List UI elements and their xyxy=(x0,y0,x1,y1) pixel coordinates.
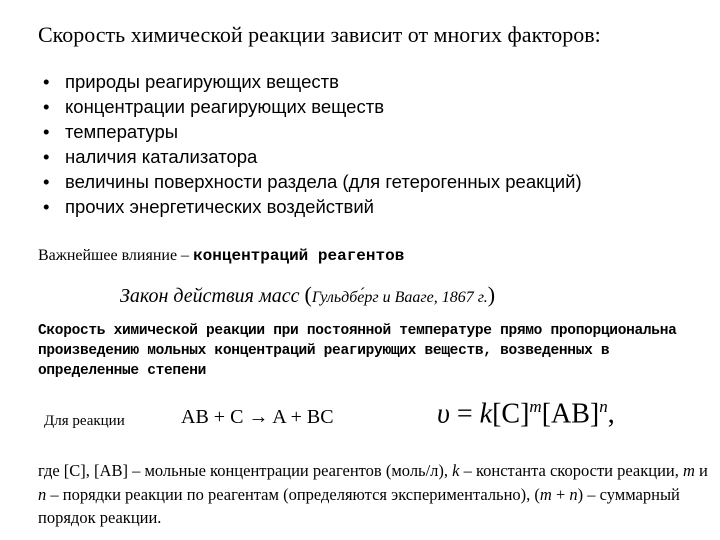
list-item: • наличия катализатора xyxy=(40,145,582,170)
reaction-equation: AB + C → A + BC xyxy=(181,406,334,428)
formula-legend xyxy=(38,459,708,530)
list-item: • величины поверхности раздела (для гетерогенных реакций) xyxy=(40,170,582,195)
list-item: • концентрации реагирующих веществ xyxy=(40,95,582,120)
equals-sign: = xyxy=(449,398,480,430)
rate-law-formula xyxy=(437,397,615,430)
list-item: • природы реагирующих веществ xyxy=(40,70,582,95)
concentration-c: [C] xyxy=(492,398,530,430)
order-m: m xyxy=(529,397,542,416)
legend-m: m xyxy=(682,461,695,480)
law-heading: Закон действия масс (Гульдбе́рг и Вааге, 1867 г.) xyxy=(120,282,496,307)
list-item: • прочих энергетических воздействий xyxy=(40,195,582,220)
concentration-ab: [AB] xyxy=(541,398,600,430)
legend-text: – константа скорости реакции, xyxy=(459,461,683,480)
legend-text: + xyxy=(551,484,570,504)
page-title: Скорость химической реакции зависит от многих факторов: xyxy=(38,22,601,47)
legend-m: m xyxy=(539,484,552,504)
factors-list xyxy=(40,70,582,220)
influence-emphasis: концентраций реагентов xyxy=(193,247,405,265)
legend-text: и xyxy=(694,461,708,480)
legend-text: – порядки реакции по реагентам (определяются экспериментально), ( xyxy=(46,484,540,504)
legend-text: ) – суммарный порядок реакции. xyxy=(38,484,680,527)
influence-line xyxy=(38,247,404,265)
legend-k: k xyxy=(452,461,460,480)
law-name: Закон действия масс xyxy=(120,285,300,307)
legend-n: n xyxy=(569,484,578,504)
order-n: n xyxy=(599,397,608,416)
for-reaction-label: Для реакции xyxy=(44,413,125,429)
rate-constant: k xyxy=(479,398,493,430)
formula-comma: , xyxy=(607,398,615,430)
influence-prefix: Важнейшее влияние – xyxy=(38,247,194,264)
law-authors: Гульдбе́рг и Вааге, 1867 г. xyxy=(311,289,488,306)
legend-n: n xyxy=(38,484,47,504)
legend-text: где [C], [AB] – мольные концентрации реагентов (моль/л), xyxy=(38,461,453,480)
list-item: • температуры xyxy=(40,120,582,145)
rate-symbol: υ xyxy=(437,398,450,430)
law-statement: Скорость химической реакции при постоянной температуре прямо пропорциональна произведению мольных концентраций реагирующих веществ, возведенных в определенные степени xyxy=(38,323,677,379)
